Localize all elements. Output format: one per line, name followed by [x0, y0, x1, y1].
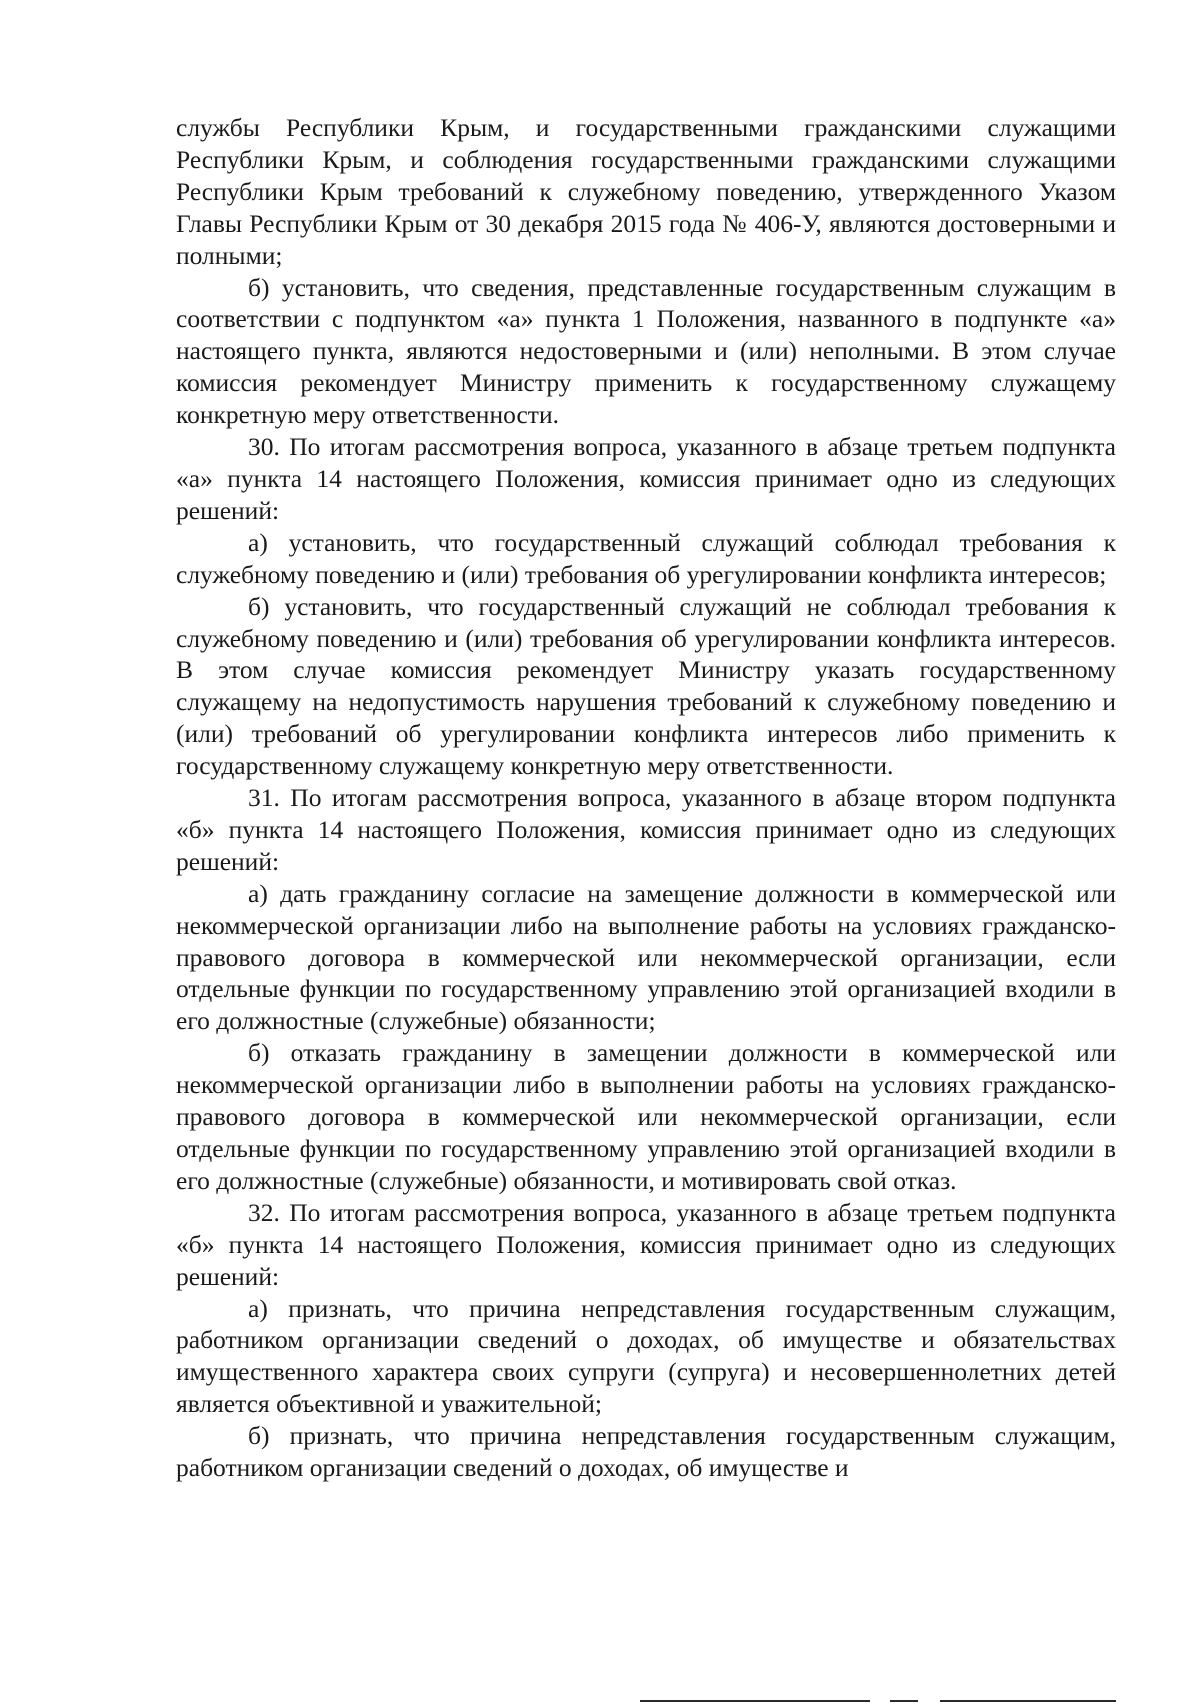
paragraph-30b: б) установить, что государственный служащий не соблюдал требования к служебному поведению и (или) требования об урегулировании конфликта интересов. В этом случае комиссия рекомендует Министру указать государственному служащему на недопустимость нарушения требований к служебному поведению и (или) требований об урегулировании конфликта интересов либо применить к государственному служащему конкретную меру ответственности. [176, 591, 1116, 781]
document-body [176, 112, 1116, 1484]
paragraph-29b: б) установить, что сведения, представленные государственным служащим в соответствии с подпунктом «а» пункта 1 Положения, названного в подпункте «а» настоящего пункта, являются недостоверными и (или) неполными. В этом случае комиссия рекомендует Министру применить к государственному служащему конкретную меру ответственности. [176, 272, 1116, 430]
paragraph-32a: а) признать, что причина непредставления государственным служащим, работником организации сведений о доходах, об имуществе и обязательствах имущественного характера своих супруги (супруга) и несовершеннолетних детей является объективной и уважительной; [176, 1293, 1116, 1419]
footer-rule [940, 1700, 1116, 1702]
paragraph-31b: б) отказать гражданину в замещении должности в коммерческой или некоммерческой организации либо в выполнении работы на условиях гражданско-правового договора в коммерческой или некоммерческой организации, если отдельные функции по государственному управлению этой организацией входили в его должностные (служебные) обязанности, и мотивировать свой отказ. [176, 1038, 1116, 1195]
paragraph-30: 30. По итогам рассмотрения вопроса, указанного в абзаце третьем подпункта «а» пункта 14 настоящего Положения, комиссия принимает одно из следующих решений: [176, 432, 1116, 525]
footer-rule [890, 1700, 918, 1702]
paragraph-continuation: службы Республики Крым, и государственными гражданскими служащими Республики Крым, и соблюдения государственными гражданскими служащими Республики Крым требований к служебному поведению, утвержденного Указом Главы Республики Крым от 30 декабря 2015 года № 406-У, являются достоверными и полными; [176, 113, 1116, 270]
paragraph-32b: б) признать, что причина непредставления государственным служащим, работником организации сведений о доходах, об имуществе и [176, 1421, 1116, 1483]
paragraph-31a: а) дать гражданину согласие на замещение должности в коммерческой или некоммерческой организации либо на выполнение работы на условиях гражданско-правового договора в коммерческой или некоммерческой организации, если отдельные функции по государственному управлению этой организацией входили в его должностные (служебные) обязанности; [176, 878, 1116, 1036]
paragraph-30a: а) установить, что государственный служащий соблюдал требования к служебному поведению и (или) требования об урегулировании конфликта интересов; [176, 527, 1116, 589]
paragraph-32: 32. По итогам рассмотрения вопроса, указанного в абзаце третьем подпункта «б» пункта 14 настоящего Положения, комиссия принимает одно из следующих решений: [176, 1197, 1116, 1291]
footer-rule [640, 1700, 870, 1702]
paragraph-31: 31. По итогам рассмотрения вопроса, указанного в абзаце втором подпункта «б» пункта 14 настоящего Положения, комиссия принимает одно из следующих решений: [176, 783, 1116, 876]
